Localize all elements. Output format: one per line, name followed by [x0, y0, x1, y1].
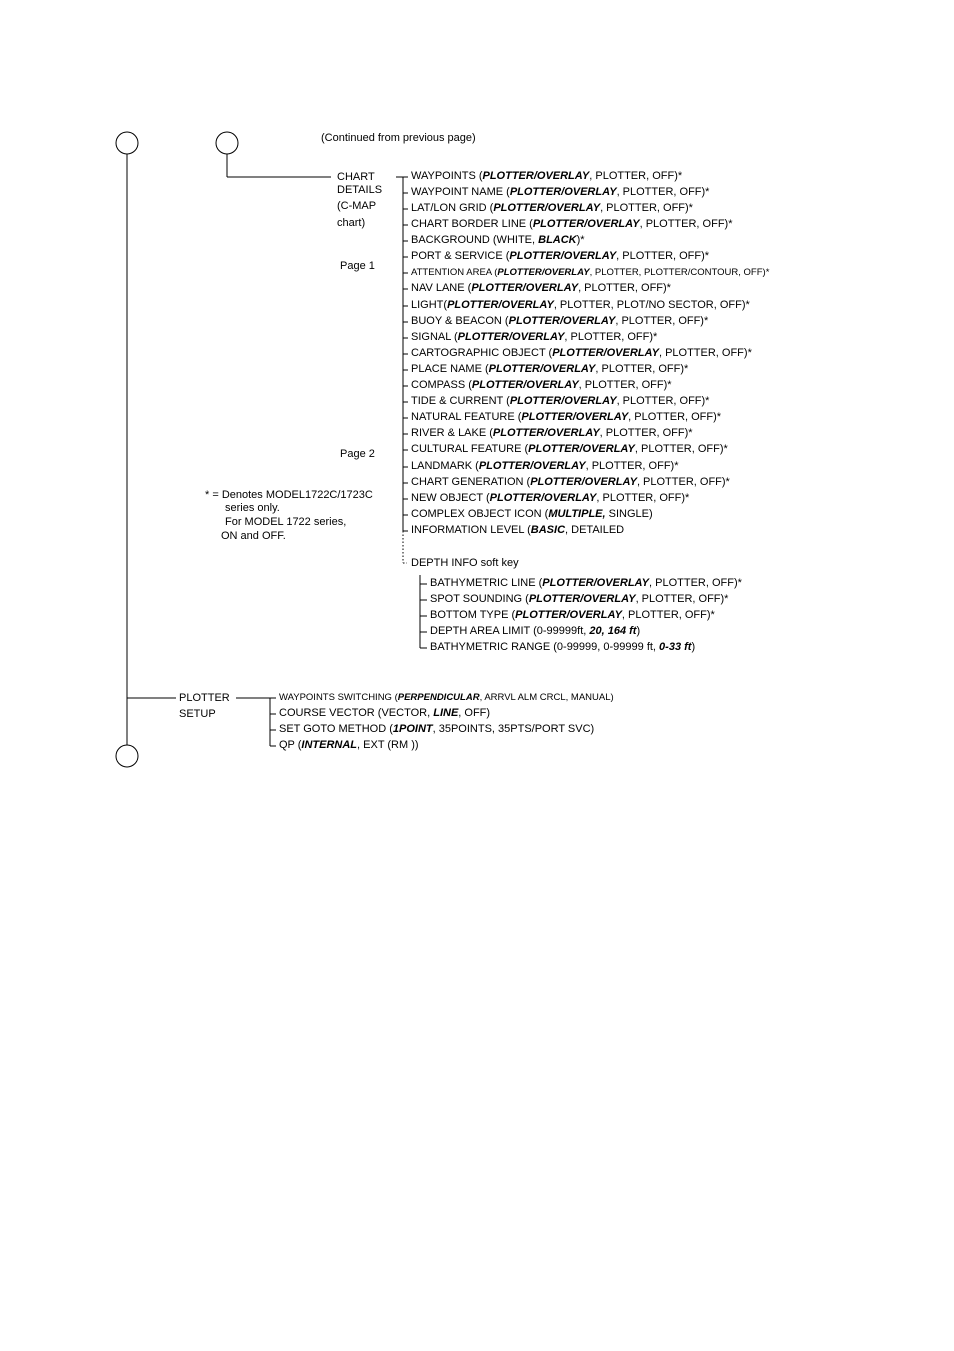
item-options: , EXT (RM )) — [357, 739, 419, 751]
item-default-value: 1POINT — [392, 723, 433, 735]
item-name: WAYPOINT NAME ( — [411, 186, 510, 198]
item-name: WAYPOINTS ( — [411, 170, 483, 182]
item-options: , DETAILED — [565, 524, 625, 536]
chart-details-label-4: chart) — [337, 217, 366, 229]
item-name: RIVER & LAKE ( — [411, 427, 493, 439]
item-default-value: PLOTTER/OVERLAY — [530, 476, 637, 488]
item-default-value: PLOTTER/OVERLAY — [509, 395, 617, 407]
plotter-setup-item — [279, 723, 594, 736]
chart-details-item — [411, 443, 728, 456]
item-options: ) — [636, 625, 641, 637]
item-options: , PLOTTER, OFF)* — [589, 170, 683, 182]
footnote-line-1: * = Denotes MODEL1722C/1723C — [205, 489, 373, 501]
item-default-value: PLOTTER/OVERLAY — [509, 250, 617, 262]
item-name: INFORMATION LEVEL ( — [411, 524, 531, 536]
item-options: , 35POINTS, 35PTS/PORT SVC) — [432, 723, 595, 735]
item-name: SIGNAL ( — [411, 331, 458, 343]
chart-details-item — [411, 460, 679, 473]
connector-circle-top-mid — [216, 132, 238, 154]
chart-details-item — [411, 266, 769, 279]
item-default-value: PLOTTER/OVERLAY — [509, 186, 617, 198]
page2-label: Page 2 — [340, 448, 375, 460]
item-name: ATTENTION AREA ( — [411, 267, 498, 278]
chart-details-item — [411, 508, 653, 521]
item-name: LIGHT( — [411, 299, 448, 311]
item-name: LAT/LON GRID ( — [411, 202, 494, 214]
item-name: WAYPOINTS SWITCHING ( — [279, 692, 398, 703]
chart-details-item — [411, 411, 721, 424]
item-default-value: PERPENDICULAR — [397, 692, 480, 703]
item-options: , PLOTTER, OFF)* — [616, 250, 710, 262]
plotter-setup-item — [279, 739, 419, 752]
item-options: , PLOTTER, OFF)* — [578, 282, 671, 294]
item-options: , PLOTTER, PLOTTER/CONTOUR, OFF)* — [589, 267, 770, 278]
item-name: CHART BORDER LINE ( — [411, 218, 533, 230]
connector-circle-bottom — [116, 745, 138, 767]
chart-details-item — [411, 299, 750, 312]
item-default-value: PLOTTER/OVERLAY — [478, 460, 586, 472]
item-options: , PLOTTER, OFF)* — [658, 347, 752, 359]
depth-info-item — [430, 641, 695, 654]
item-name: CARTOGRAPHIC OBJECT ( — [411, 347, 553, 359]
item-name: PLACE NAME ( — [411, 363, 489, 375]
item-default-value: PLOTTER/OVERLAY — [471, 282, 579, 294]
item-default-value: PLOTTER/OVERLAY — [515, 609, 622, 621]
item-default-value: 20, 164 ft — [589, 625, 637, 637]
chart-details-item — [411, 282, 671, 295]
chart-details-item — [411, 427, 693, 440]
item-options: SINGLE) — [605, 508, 653, 520]
chart-details-item — [411, 202, 693, 215]
item-default-value: PLOTTER/OVERLAY — [493, 202, 601, 214]
item-name: PORT & SERVICE ( — [411, 250, 510, 262]
item-default-value: PLOTTER/OVERLAY — [497, 267, 590, 278]
item-default-value: PLOTTER/OVERLAY — [471, 379, 579, 391]
item-default-value: PLOTTER/OVERLAY — [528, 443, 635, 455]
chart-details-item — [411, 218, 733, 231]
item-options: , OFF) — [458, 707, 491, 719]
item-default-value: PLOTTER/OVERLAY — [542, 577, 650, 589]
item-name: BATHYMETRIC RANGE (0-99999, 0-99999 ft, — [430, 641, 660, 653]
item-default-value: BASIC — [530, 524, 566, 536]
continued-note: (Continued from previous page) — [321, 132, 476, 144]
chart-details-item — [411, 186, 709, 199]
item-name: CULTURAL FEATURE ( — [411, 443, 529, 455]
item-options: , PLOTTER, OFF)* — [599, 427, 693, 439]
item-options: , PLOTTER, OFF)* — [600, 202, 693, 214]
chart-details-item — [411, 347, 752, 360]
chart-details-item — [411, 170, 682, 183]
depth-info-item — [430, 593, 728, 606]
item-name: NEW OBJECT ( — [411, 492, 490, 504]
depth-info-item — [430, 625, 640, 638]
item-default-value: PLOTTER/OVERLAY — [521, 411, 629, 423]
item-name: CHART GENERATION ( — [411, 476, 531, 488]
item-default-value: PLOTTER/OVERLAY — [447, 299, 554, 311]
plotter-setup-label-1: PLOTTER — [179, 692, 230, 704]
item-default-value: 0-33 ft — [659, 641, 692, 653]
item-options: , PLOTTER, OFF)* — [639, 218, 733, 230]
chart-details-item — [411, 250, 709, 263]
item-default-value: PLOTTER/OVERLAY — [457, 331, 565, 343]
depth-info-title: DEPTH INFO soft key — [411, 557, 519, 569]
chart-details-item — [411, 476, 730, 489]
item-name: BUOY & BEACON ( — [411, 315, 509, 327]
item-options: , PLOTTER, OFF)* — [649, 577, 742, 589]
item-default-value: PLOTTER/OVERLAY — [552, 347, 659, 359]
footnote-line-2: series only. — [225, 502, 280, 514]
depth-info-item — [430, 609, 715, 622]
page1-label: Page 1 — [340, 260, 375, 272]
footnote-line-4: ON and OFF. — [221, 530, 286, 542]
item-name: COMPASS ( — [411, 379, 472, 391]
depth-info-item — [430, 577, 742, 590]
item-options: , PLOTTER, OFF)* — [616, 395, 710, 407]
item-name: NAV LANE ( — [411, 282, 472, 294]
item-default-value: PLOTTER/OVERLAY — [489, 492, 597, 504]
item-options: , PLOTTER, OFF)* — [628, 411, 722, 423]
item-name: BATHYMETRIC LINE ( — [430, 577, 543, 589]
chart-details-label-2: DETAILS — [337, 184, 383, 196]
chart-details-item — [411, 234, 585, 247]
item-default-value: MULTIPLE, — [548, 508, 606, 520]
item-options: , PLOTTER, OFF)* — [615, 315, 709, 327]
item-options: , PLOTTER, OFF)* — [578, 379, 672, 391]
item-name: NATURAL FEATURE ( — [411, 411, 522, 423]
item-default-value: PLOTTER/OVERLAY — [528, 593, 636, 605]
plotter-setup-label-2: SETUP — [179, 708, 216, 720]
item-default-value: PLOTTER/OVERLAY — [508, 315, 616, 327]
item-default-value: PLOTTER/OVERLAY — [492, 427, 600, 439]
item-name: BACKGROUND (WHITE, — [411, 234, 539, 246]
item-name: TIDE & CURRENT ( — [411, 395, 510, 407]
item-default-value: INTERNAL — [301, 739, 358, 751]
item-name: COMPLEX OBJECT ICON ( — [411, 508, 549, 520]
item-default-value: PLOTTER/OVERLAY — [532, 218, 640, 230]
chart-details-item — [411, 492, 689, 505]
plotter-setup-item — [279, 691, 614, 704]
item-options: , PLOTTER, OFF)* — [621, 609, 715, 621]
item-options: ) — [691, 641, 696, 653]
item-default-value: BLACK — [538, 234, 577, 246]
item-name: LANDMARK ( — [411, 460, 479, 472]
item-name: COURSE VECTOR (VECTOR, — [279, 707, 434, 719]
item-options: , PLOTTER, OFF)* — [564, 331, 658, 343]
chart-details-item — [411, 363, 688, 376]
item-options: , PLOTTER, OFF)* — [595, 363, 689, 375]
chart-details-item — [411, 315, 708, 328]
item-name: SPOT SOUNDING ( — [430, 593, 529, 605]
item-options: , PLOTTER, OFF)* — [616, 186, 710, 198]
item-default-value: PLOTTER/OVERLAY — [488, 363, 596, 375]
chart-details-item — [411, 395, 709, 408]
chart-details-label-3: (C-MAP — [337, 200, 377, 212]
item-options: , PLOTTER, OFF)* — [596, 492, 690, 504]
item-name: QP ( — [279, 739, 302, 751]
plotter-setup-item — [279, 707, 490, 720]
item-options: , PLOTTER, OFF)* — [634, 443, 728, 455]
item-default-value: LINE — [433, 707, 459, 719]
chart-details-item — [411, 524, 624, 537]
connector-circle-top-left — [116, 132, 138, 154]
item-name: BOTTOM TYPE ( — [430, 609, 516, 621]
item-options: )* — [576, 234, 585, 246]
item-options: , ARRVL ALM CRCL, MANUAL) — [479, 692, 614, 703]
item-default-value: PLOTTER/OVERLAY — [482, 170, 590, 182]
item-options: , PLOTTER, OFF)* — [636, 476, 730, 488]
chart-details-item — [411, 331, 657, 344]
chart-details-item — [411, 379, 672, 392]
footnote-line-3: For MODEL 1722 series, — [225, 516, 347, 528]
chart-details-label-1: CHART — [337, 171, 375, 183]
item-options: , PLOTTER, OFF)* — [585, 460, 679, 472]
item-name: SET GOTO METHOD ( — [279, 723, 393, 735]
item-options: , PLOTTER, OFF)* — [635, 593, 729, 605]
item-name: DEPTH AREA LIMIT (0-99999ft, — [430, 625, 590, 637]
item-options: , PLOTTER, PLOT/NO SECTOR, OFF)* — [553, 299, 750, 311]
